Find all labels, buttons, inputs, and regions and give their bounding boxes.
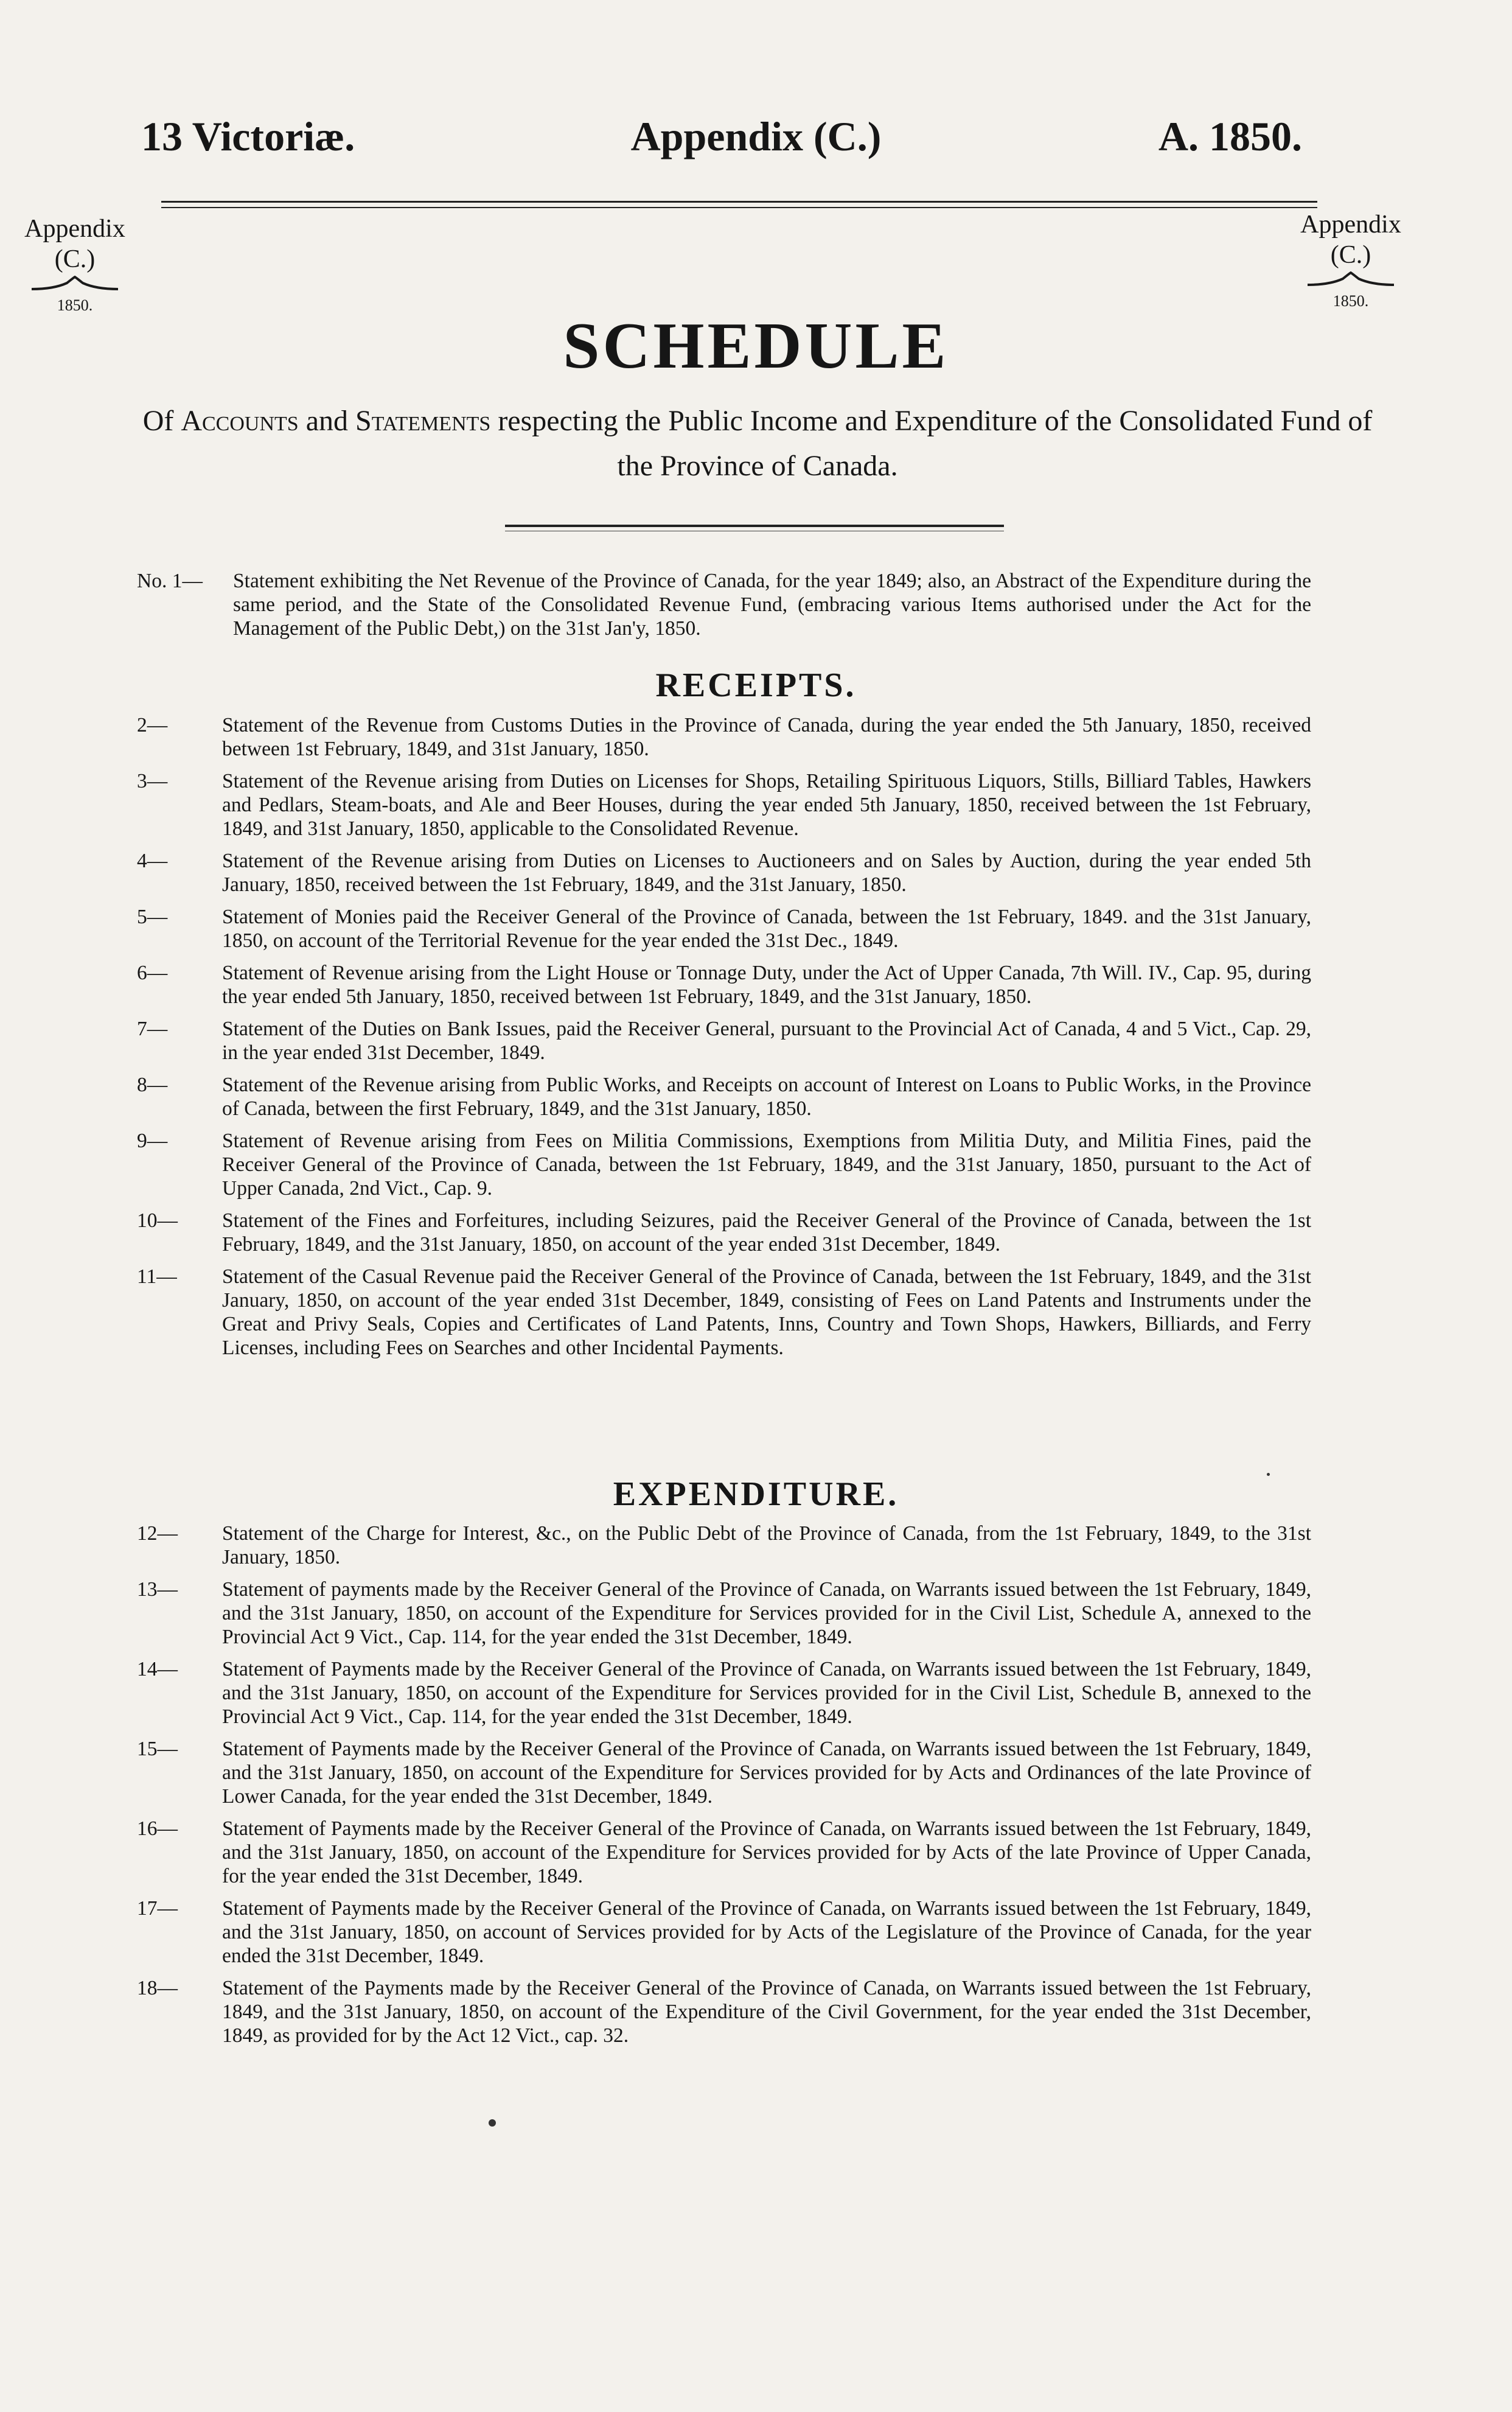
statement-list-intro bbox=[137, 569, 1311, 640]
item-text: Statement of Payments made by the Receiver General of the Province of Canada, on Warrants issued between the 1st February, 1849, and the 31st January, 1850, on account of the Expenditure for Services provided for by Acts of the late Province of Upper Canada, for the year ended the 31st December, 1849. bbox=[222, 1817, 1311, 1887]
margin-note-year: 1850. bbox=[1333, 292, 1369, 310]
item-text: Statement of the Revenue arising from Duties on Licenses to Auctioneers and on Sales by Auction, during the year ended 5th January, 1850, received between the 1st February, 1849, and the 31st January, 1850. bbox=[222, 850, 1311, 896]
item-text: Statement of the Revenue arising from Public Works, and Receipts on account of Interest on Loans to Public Works, in the Province of Canada, between the first February, 1849, and the 31st January, 1850. bbox=[222, 1074, 1311, 1120]
section-divider bbox=[505, 525, 1004, 527]
item-text: Statement of the Payments made by the Receiver General of the Province of Canada, on Warrants issued between the 1st February, 1849, and the 31st January, 1850, on account of the Expenditure of the Civil Government, for the year ended the 31st December, 1849, as provided for by the Act 12 Vict., cap. 32. bbox=[222, 1977, 1311, 2047]
statement-item-15 bbox=[137, 1737, 1311, 1808]
item-text: Statement of Payments made by the Receiver General of the Province of Canada, on Warrants issued between the 1st February, 1849, and the 31st January, 1850, on account of the Expenditure for Services provided for by Acts and Ordinances of the late Province of Lower Canada, for the year ended the 31st December, 1849. bbox=[222, 1738, 1311, 1808]
header-year: A. 1850. bbox=[1158, 113, 1302, 159]
statement-item-12 bbox=[137, 1522, 1311, 1569]
item-number: 4 — bbox=[137, 849, 222, 873]
header-rule bbox=[161, 201, 1317, 203]
subtitle-of: Of bbox=[142, 405, 174, 437]
header-appendix-title: Appendix (C.) bbox=[630, 113, 882, 159]
item-text: Statement of the Casual Revenue paid the Receiver General of the Province of Canada, between the 1st February, 1849, and the 31st January, 1850, on account of the year ended 31st December, 1849, consisting of Fees on Land Patents and Instruments under the Great and Privy Seals, Copies and Certificates of Land Patents, Inns, Country and Town Shops, Hawkers, Billiards, and Ferry Licenses, including Fees on Searches and other Incidental Payments. bbox=[222, 1265, 1311, 1359]
margin-note-sub: (C.) bbox=[1330, 240, 1371, 269]
item-number: 16 — bbox=[137, 1817, 222, 1840]
item-text: Statement of Monies paid the Receiver General of the Province of Canada, between the 1st February, 1849. and the 31st January, 1850, on account of the Territorial Revenue for the year ended the 31st Dec., 1849. bbox=[222, 906, 1311, 952]
item-text: Statement of Payments made by the Receiver General of the Province of Canada, on Warrants issued between the 1st February, 1849, and the 31st January, 1850, on account of the Expenditure for Services provided for in the Civil List, Schedule B, annexed to the Provincial Act 9 Vict., Cap. 114, for the year ended the 31st December, 1849. bbox=[222, 1658, 1311, 1728]
statement-item-1 bbox=[137, 569, 1311, 640]
statement-item-10 bbox=[137, 1209, 1311, 1256]
subtitle-statements: Statements bbox=[355, 405, 491, 437]
item-text: Statement of the Fines and Forfeitures, including Seizures, paid the Receiver General of the Province of Canada, between the 1st February, 1849, and the 31st January, 1850, on account of the year ended 31st December, 1849. bbox=[222, 1209, 1311, 1256]
statement-item-18 bbox=[137, 1976, 1311, 2047]
item-text: Statement of Revenue arising from Fees on Militia Commissions, Exemptions from Militia Duty, and Militia Fines, paid the Receiver General of the Province of Canada, between the 1st February, 1849, and the 31st January, 1850, pursuant to the Act of Upper Canada, 2nd Vict., Cap. 9. bbox=[222, 1130, 1311, 1200]
item-number: 10 — bbox=[137, 1209, 222, 1232]
statement-item-14 bbox=[137, 1657, 1311, 1729]
expenditure-list bbox=[137, 1522, 1311, 2047]
item-number: 12 — bbox=[137, 1522, 222, 1545]
statement-item-13 bbox=[137, 1578, 1311, 1649]
margin-note-year: 1850. bbox=[57, 296, 93, 315]
subtitle-accounts: Accounts bbox=[181, 405, 299, 437]
subtitle-rest: respecting the Public Income and Expenditure of the Consolidated Fund of the Province of Canada. bbox=[498, 405, 1373, 483]
item-text: Statement of the Charge for Interest, &c., on the Public Debt of the Province of Canada, from the 1st February, 1849, to the 31st January, 1850. bbox=[222, 1522, 1311, 1568]
item-number: 5 — bbox=[137, 905, 222, 929]
header-regnal-year: 13 Victoriæ. bbox=[141, 113, 355, 159]
item-number: 9 — bbox=[137, 1129, 222, 1153]
statement-item-2 bbox=[137, 713, 1311, 761]
item-number: 8 — bbox=[137, 1073, 222, 1097]
subtitle-and: and bbox=[305, 405, 349, 437]
expenditure-heading: EXPENDITURE. bbox=[613, 1475, 899, 1513]
statement-item-11 bbox=[137, 1265, 1311, 1360]
item-text: Statement exhibiting the Net Revenue of the Province of Canada, for the year 1849; also, an Abstract of the Expenditure during the same period, and the State of the Consolidated Revenue Fund, (embracing various Items authorised under the Act for the Management of the Public Debt,) on the 31st Jan'y, 1850. bbox=[233, 570, 1311, 640]
margin-note-sub: (C.) bbox=[54, 245, 96, 273]
statement-item-5 bbox=[137, 905, 1311, 953]
statement-item-9 bbox=[137, 1129, 1311, 1200]
statement-item-3 bbox=[137, 769, 1311, 841]
item-text: Statement of Payments made by the Receiver General of the Province of Canada, on Warrants issued between the 1st February, 1849, and the 31st January, 1850, on account of Services provided for by Acts of the Legislature of the Province of Canada, for the year ended the 31st December, 1849. bbox=[222, 1897, 1311, 1967]
item-number: 7 — bbox=[137, 1017, 222, 1041]
item-text: Statement of payments made by the Receiver General of the Province of Canada, on Warrants issued between the 1st February, 1849, and the 31st January, 1850, on account of the Expenditure for Services provided for in the Civil List, Schedule A, annexed to the Provincial Act 9 Vict., Cap. 114, for the year ended the 31st December, 1849. bbox=[222, 1578, 1311, 1648]
brace-ornament-icon bbox=[29, 276, 120, 292]
item-number: 2 — bbox=[137, 713, 222, 737]
margin-note-left bbox=[11, 214, 139, 315]
receipts-heading: RECEIPTS. bbox=[655, 666, 857, 704]
item-number: 17 — bbox=[137, 1896, 222, 1920]
item-number: 14 — bbox=[137, 1657, 222, 1681]
statement-item-16 bbox=[137, 1817, 1311, 1888]
statement-item-6 bbox=[137, 961, 1311, 1008]
statement-item-17 bbox=[137, 1896, 1311, 1968]
ink-speck bbox=[1267, 1473, 1270, 1476]
item-number: No. 1 — bbox=[137, 569, 233, 593]
statement-item-7 bbox=[137, 1017, 1311, 1064]
item-number: 13 — bbox=[137, 1578, 222, 1601]
margin-note-label: Appendix bbox=[24, 215, 125, 243]
ink-speck bbox=[489, 2119, 496, 2127]
receipts-list bbox=[137, 713, 1311, 1360]
statement-item-8 bbox=[137, 1073, 1311, 1120]
item-number: 3 — bbox=[137, 769, 222, 793]
item-number: 11 — bbox=[137, 1265, 222, 1288]
item-text: Statement of the Revenue arising from Duties on Licenses for Shops, Retailing Spirituous Liquors, Stills, Billiard Tables, Hawkers and Pedlars, Steam-boats, and Ale and Beer Houses, during the year ended 5th January, 1850, received between the 1st February, 1849, and 31st January, 1850, applicable to the Consolidated Revenue. bbox=[222, 770, 1311, 840]
brace-ornament-icon bbox=[1305, 271, 1396, 287]
page-subtitle bbox=[140, 399, 1375, 489]
statement-item-4 bbox=[137, 849, 1311, 897]
margin-note-label: Appendix bbox=[1300, 211, 1401, 239]
item-text: Statement of the Revenue from Customs Duties in the Province of Canada, during the year ended the 5th January, 1850, received between 1st February, 1849, and 31st January, 1850. bbox=[222, 714, 1311, 760]
page-title: SCHEDULE bbox=[563, 310, 949, 382]
item-number: 6 — bbox=[137, 961, 222, 985]
header-rule-thin bbox=[161, 207, 1317, 208]
item-text: Statement of Revenue arising from the Light House or Tonnage Duty, under the Act of Upper Canada, 7th Will. IV., Cap. 95, during the year ended 5th January, 1850, received between 1st February, 1849, and the 31st January, 1850. bbox=[222, 962, 1311, 1008]
margin-note-right bbox=[1287, 210, 1415, 311]
item-number: 15 — bbox=[137, 1737, 222, 1761]
item-number: 18 — bbox=[137, 1976, 222, 2000]
item-text: Statement of the Duties on Bank Issues, paid the Receiver General, pursuant to the Provincial Act of Canada, 4 and 5 Vict., Cap. 29, in the year ended 31st December, 1849. bbox=[222, 1018, 1311, 1064]
